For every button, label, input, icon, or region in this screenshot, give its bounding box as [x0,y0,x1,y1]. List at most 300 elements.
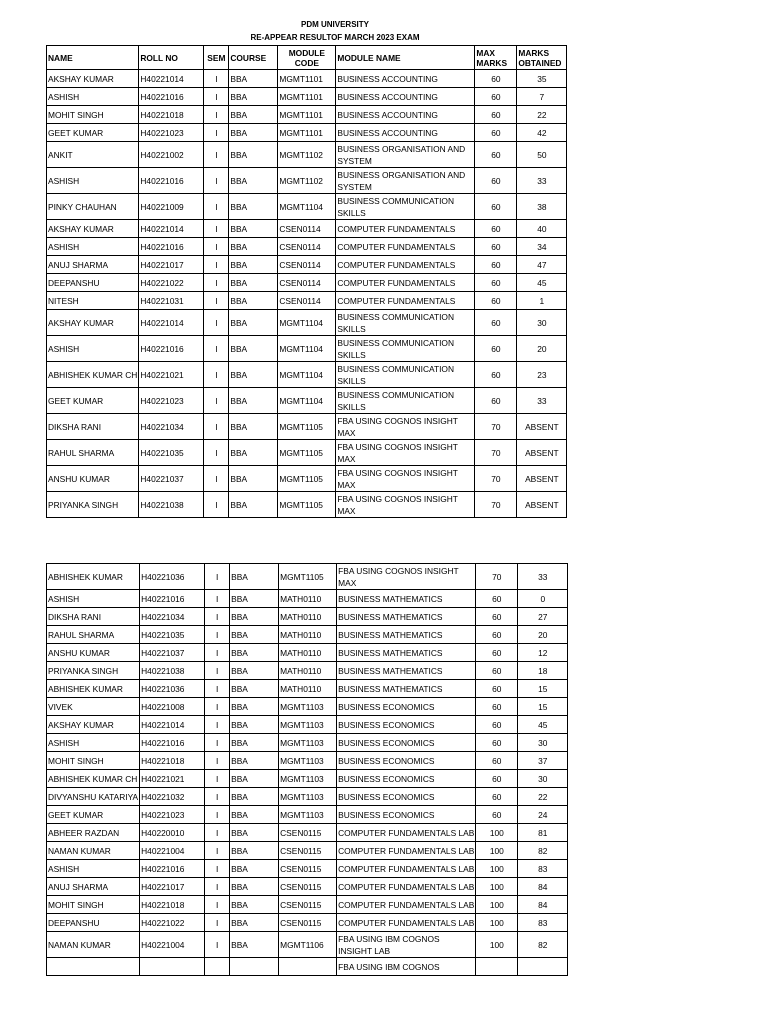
cell-marks: 27 [518,608,568,626]
table-row [47,824,568,842]
cell-course: BBA [230,878,279,896]
cell-max: 100 [476,860,518,878]
cell-max: 70 [475,492,517,518]
cell-name: MOHIT SINGH [47,896,140,914]
cell-roll: H40221018 [140,896,205,914]
table-row [47,626,568,644]
cell-name: AKSHAY KUMAR [47,716,140,734]
cell-sem: I [204,142,229,168]
cell-roll [140,958,205,976]
cell-code: MATH0110 [279,662,337,680]
cell-module: FBA USING COGNOS INSIGHT MAX [336,414,475,440]
cell-course: BBA [230,914,279,932]
cell-roll: H40221018 [139,106,204,124]
cell-max: 60 [476,716,518,734]
cell-module: COMPUTER FUNDAMENTALS LAB [337,896,476,914]
cell-max: 60 [475,220,517,238]
cell-course: BBA [230,770,279,788]
exam-subtitle: RE-APPEAR RESULTOF MARCH 2023 EXAM [250,33,420,42]
cell-course: BBA [229,362,278,388]
cell-marks: ABSENT [517,414,567,440]
cell-max: 60 [475,142,517,168]
cell-code: CSEN0115 [279,914,337,932]
cell-course: BBA [230,716,279,734]
cell-max: 60 [475,388,517,414]
cell-code: MATH0110 [279,680,337,698]
cell-name: AKSHAY KUMAR [47,310,139,336]
cell-sem: I [205,914,230,932]
cell-name: ANUJ SHARMA [47,878,140,896]
table-row [47,466,567,492]
cell-roll: H40221016 [140,734,205,752]
cell-code: CSEN0114 [278,292,336,310]
cell-name: ASHISH [47,336,139,362]
cell-name: MOHIT SINGH [47,106,139,124]
cell-code: CSEN0115 [279,824,337,842]
cell-max: 60 [475,336,517,362]
table-row [47,896,568,914]
cell-roll: H40221036 [140,680,205,698]
cell-max: 60 [476,590,518,608]
cell-code: MGMT1104 [278,388,336,414]
table-row [47,564,568,590]
table-row [47,256,567,274]
cell-max: 60 [476,734,518,752]
cell-roll: H40221035 [140,626,205,644]
cell-marks: 83 [518,914,568,932]
cell-roll: H40221021 [140,770,205,788]
cell-course: BBA [229,124,278,142]
cell-max: 60 [475,362,517,388]
table-row [47,292,567,310]
cell-module: COMPUTER FUNDAMENTALS LAB [337,860,476,878]
cell-name: AKSHAY KUMAR [47,220,139,238]
cell-module: COMPUTER FUNDAMENTALS LAB [337,878,476,896]
cell-course: BBA [230,824,279,842]
cell-max: 60 [476,626,518,644]
cell-roll: H40221017 [140,878,205,896]
col-header-roll: ROLL NO [139,46,204,70]
cell-max: 60 [475,310,517,336]
cell-name: ANUJ SHARMA [47,256,139,274]
cell-roll: H40221023 [139,124,204,142]
table-row [47,310,567,336]
cell-sem: I [205,662,230,680]
cell-module: BUSINESS MATHEMATICS [337,644,476,662]
cell-course: BBA [229,88,278,106]
cell-marks: 22 [518,788,568,806]
cell-name: AKSHAY KUMAR [47,70,139,88]
cell-course: BBA [229,336,278,362]
cell-module: BUSINESS ACCOUNTING [336,88,475,106]
table-row [47,492,567,518]
table-row [47,662,568,680]
cell-marks: ABSENT [517,466,567,492]
cell-max: 60 [476,608,518,626]
cell-roll: H40221002 [139,142,204,168]
cell-code: MGMT1101 [278,88,336,106]
cell-roll: H40221014 [139,220,204,238]
cell-roll: H40221004 [140,842,205,860]
cell-sem: I [204,194,229,220]
cell-max: 60 [475,256,517,274]
cell-name: ABHISHEK KUMAR CH [47,362,139,388]
table-row [47,590,568,608]
cell-sem: I [205,680,230,698]
cell-max [476,958,518,976]
cell-max: 60 [475,238,517,256]
cell-code: MGMT1103 [279,734,337,752]
cell-code: MGMT1102 [278,168,336,194]
cell-name: ASHISH [47,734,140,752]
table-row [47,142,567,168]
cell-course: BBA [229,292,278,310]
cell-module: BUSINESS ORGANISATION AND SYSTEM [336,168,475,194]
cell-sem: I [204,466,229,492]
table-row [47,788,568,806]
cell-course: BBA [230,734,279,752]
cell-code: MGMT1104 [278,194,336,220]
cell-marks: 82 [518,932,568,958]
cell-name: DIKSHA RANI [47,414,139,440]
cell-name: ABHISHEK KUMAR CH [47,770,140,788]
cell-name: ANSHU KUMAR [47,644,140,662]
cell-marks: 30 [518,734,568,752]
cell-marks: 33 [517,388,567,414]
col-header-marks-obtained: MARKS OBTAINED [517,46,567,70]
cell-sem: I [205,752,230,770]
cell-max: 60 [476,770,518,788]
cell-marks: 33 [518,564,568,590]
cell-marks: 84 [518,878,568,896]
cell-marks: 45 [518,716,568,734]
table-row [47,806,568,824]
cell-marks: 45 [517,274,567,292]
cell-module: COMPUTER FUNDAMENTALS LAB [337,914,476,932]
cell-marks: 24 [518,806,568,824]
cell-sem: I [205,698,230,716]
cell-marks: 7 [517,88,567,106]
cell-course: BBA [229,142,278,168]
cell-course: BBA [230,680,279,698]
cell-module: BUSINESS MATHEMATICS [337,590,476,608]
cell-roll: H40220010 [140,824,205,842]
cell-name: ASHISH [47,88,139,106]
cell-name: GEET KUMAR [47,124,139,142]
cell-sem: I [205,860,230,878]
table-row [47,440,567,466]
cell-max: 60 [476,680,518,698]
cell-marks: 83 [518,860,568,878]
cell-name: NAMAN KUMAR [47,932,140,958]
results-table-1 [46,45,567,518]
table-row [47,842,568,860]
cell-roll: H40221037 [139,466,204,492]
cell-course: BBA [229,106,278,124]
cell-code: MGMT1103 [279,770,337,788]
cell-course: BBA [229,220,278,238]
cell-marks: 35 [517,70,567,88]
cell-roll: H40221016 [139,238,204,256]
cell-sem: I [204,362,229,388]
table-row [47,680,568,698]
cell-sem: I [205,590,230,608]
cell-max: 60 [475,106,517,124]
cell-module: BUSINESS COMMUNICATION SKILLS [336,194,475,220]
cell-module: BUSINESS MATHEMATICS [337,608,476,626]
cell-module: BUSINESS ECONOMICS [337,788,476,806]
cell-sem: I [204,292,229,310]
cell-course: BBA [230,842,279,860]
table-row [47,168,567,194]
cell-roll: H40221037 [140,644,205,662]
cell-sem: I [204,220,229,238]
cell-module: BUSINESS MATHEMATICS [337,680,476,698]
cell-max: 70 [475,414,517,440]
cell-roll: H40221016 [140,590,205,608]
cell-code: MGMT1101 [278,124,336,142]
cell-code: MGMT1105 [278,466,336,492]
table-row [47,70,567,88]
cell-marks: ABSENT [517,492,567,518]
cell-name: PINKY CHAUHAN [47,194,139,220]
cell-code: MGMT1103 [279,752,337,770]
cell-module: FBA USING IBM COGNOS [337,958,476,976]
cell-course: BBA [230,932,279,958]
cell-course: BBA [229,310,278,336]
cell-sem: I [204,414,229,440]
cell-max: 70 [475,440,517,466]
cell-code: CSEN0114 [278,256,336,274]
cell-name: DIVYANSHU KATARIYA [47,788,140,806]
cell-roll: H40221038 [139,492,204,518]
cell-name: RAHUL SHARMA [47,440,139,466]
cell-module: BUSINESS ACCOUNTING [336,106,475,124]
cell-code: MATH0110 [279,590,337,608]
cell-roll: H40221034 [139,414,204,440]
cell-sem: I [205,932,230,958]
table-row [47,860,568,878]
cell-name: ASHISH [47,168,139,194]
cell-marks: 47 [517,256,567,274]
cell-code: MGMT1101 [278,106,336,124]
cell-roll: H40221035 [139,440,204,466]
cell-max: 60 [475,124,517,142]
cell-module: BUSINESS MATHEMATICS [337,662,476,680]
cell-course: BBA [230,788,279,806]
results-table-2 [46,563,568,976]
cell-name: PRIYANKA SINGH [47,492,139,518]
cell-code: MATH0110 [279,644,337,662]
cell-roll: H40221021 [139,362,204,388]
cell-roll: H40221034 [140,608,205,626]
cell-name: ABHEER RAZDAN [47,824,140,842]
cell-roll: H40221023 [139,388,204,414]
cell-sem: I [204,88,229,106]
table-row [47,124,567,142]
cell-marks: 81 [518,824,568,842]
cell-module: COMPUTER FUNDAMENTALS [336,238,475,256]
cell-sem: I [204,168,229,194]
cell-module: BUSINESS ORGANISATION AND SYSTEM [336,142,475,168]
cell-module: BUSINESS ECONOMICS [337,770,476,788]
cell-sem: I [204,492,229,518]
table-row [47,88,567,106]
cell-module: FBA USING COGNOS INSIGHT MAX [336,440,475,466]
cell-roll: H40221014 [140,716,205,734]
cell-marks: 30 [518,770,568,788]
cell-max: 100 [476,932,518,958]
cell-course: BBA [230,698,279,716]
cell-max: 60 [475,292,517,310]
table-row [47,362,567,388]
cell-sem: I [204,388,229,414]
cell-module: COMPUTER FUNDAMENTALS [336,220,475,238]
cell-max: 60 [476,662,518,680]
cell-code: MGMT1103 [279,788,337,806]
cell-marks: 20 [518,626,568,644]
cell-module: BUSINESS ECONOMICS [337,752,476,770]
cell-marks: 20 [517,336,567,362]
cell-code [279,958,337,976]
cell-name: DEEPANSHU [47,914,140,932]
cell-sem: I [204,256,229,274]
cell-sem: I [205,734,230,752]
cell-marks: 40 [517,220,567,238]
cell-code: CSEN0115 [279,860,337,878]
cell-code: CSEN0114 [278,238,336,256]
cell-code: MGMT1102 [278,142,336,168]
cell-max: 60 [475,168,517,194]
cell-code: MGMT1104 [278,336,336,362]
cell-name: VIVEK [47,698,140,716]
table-row [47,388,567,414]
cell-sem: I [205,564,230,590]
cell-roll: H40221022 [139,274,204,292]
cell-name: GEET KUMAR [47,388,139,414]
table-header-row [47,46,567,70]
cell-code: CSEN0114 [278,220,336,238]
cell-name: NAMAN KUMAR [47,842,140,860]
cell-code: MGMT1105 [278,440,336,466]
cell-code: CSEN0114 [278,274,336,292]
cell-sem: I [204,440,229,466]
cell-module: BUSINESS ECONOMICS [337,716,476,734]
cell-module: COMPUTER FUNDAMENTALS LAB [337,824,476,842]
col-header-name: NAME [47,46,139,70]
cell-module: BUSINESS ECONOMICS [337,806,476,824]
cell-marks: 34 [517,238,567,256]
cell-name: ASHISH [47,860,140,878]
table-row [47,644,568,662]
cell-sem: I [204,124,229,142]
cell-name: ASHISH [47,238,139,256]
cell-roll: H40221023 [140,806,205,824]
cell-max: 60 [475,88,517,106]
cell-max: 70 [475,466,517,492]
cell-course: BBA [230,860,279,878]
cell-max: 60 [475,194,517,220]
cell-sem: I [205,896,230,914]
table-row [47,608,568,626]
col-header-sem: SEM [204,46,229,70]
cell-sem: I [205,608,230,626]
cell-code: CSEN0115 [279,896,337,914]
cell-max: 60 [475,274,517,292]
cell-code: MGMT1104 [278,310,336,336]
cell-module: COMPUTER FUNDAMENTALS LAB [337,842,476,860]
cell-module: FBA USING COGNOS INSIGHT MAX [336,492,475,518]
cell-roll: H40221018 [140,752,205,770]
cell-marks: 0 [518,590,568,608]
cell-sem: I [204,274,229,292]
cell-code: MATH0110 [279,626,337,644]
cell-sem: I [204,70,229,88]
cell-course: BBA [230,752,279,770]
cell-course: BBA [229,492,278,518]
cell-sem: I [205,788,230,806]
cell-module: BUSINESS COMMUNICATION SKILLS [336,310,475,336]
cell-roll: H40221016 [139,336,204,362]
cell-roll: H40221032 [140,788,205,806]
cell-marks: 50 [517,142,567,168]
cell-code: MGMT1105 [278,492,336,518]
cell-module: BUSINESS ACCOUNTING [336,70,475,88]
cell-course: BBA [229,194,278,220]
cell-max: 60 [476,644,518,662]
university-title: PDM UNIVERSITY [300,20,369,29]
cell-code: MATH0110 [279,608,337,626]
cell-marks: 38 [517,194,567,220]
table-row [47,220,567,238]
cell-course: BBA [230,644,279,662]
col-header-module-name: MODULE NAME [336,46,475,70]
cell-roll: H40221022 [140,914,205,932]
cell-max: 60 [475,70,517,88]
cell-course: BBA [229,440,278,466]
cell-max: 100 [476,878,518,896]
cell-code: MGMT1103 [279,806,337,824]
table-row [47,698,568,716]
cell-sem: I [205,716,230,734]
cell-sem: I [205,626,230,644]
cell-course: BBA [229,274,278,292]
cell-roll: H40221031 [139,292,204,310]
cell-module: FBA USING IBM COGNOS INSIGHT LAB [337,932,476,958]
cell-marks: 23 [517,362,567,388]
cell-module: BUSINESS COMMUNICATION SKILLS [336,362,475,388]
col-header-course: COURSE [229,46,278,70]
table-row [47,336,567,362]
cell-max: 60 [476,806,518,824]
cell-course: BBA [229,414,278,440]
table-row [47,716,568,734]
table-row [47,274,567,292]
cell-name: GEET KUMAR [47,806,140,824]
cell-roll: H40221014 [139,70,204,88]
cell-code: CSEN0115 [279,878,337,896]
cell-course: BBA [229,256,278,274]
cell-marks: 1 [517,292,567,310]
cell-roll: H40221004 [140,932,205,958]
col-header-module-code: MODULE CODE [278,46,336,70]
table-row [47,194,567,220]
cell-course: BBA [229,70,278,88]
cell-module: COMPUTER FUNDAMENTALS [336,274,475,292]
cell-roll: H40221014 [139,310,204,336]
cell-roll: H40221017 [139,256,204,274]
cell-max: 60 [476,698,518,716]
